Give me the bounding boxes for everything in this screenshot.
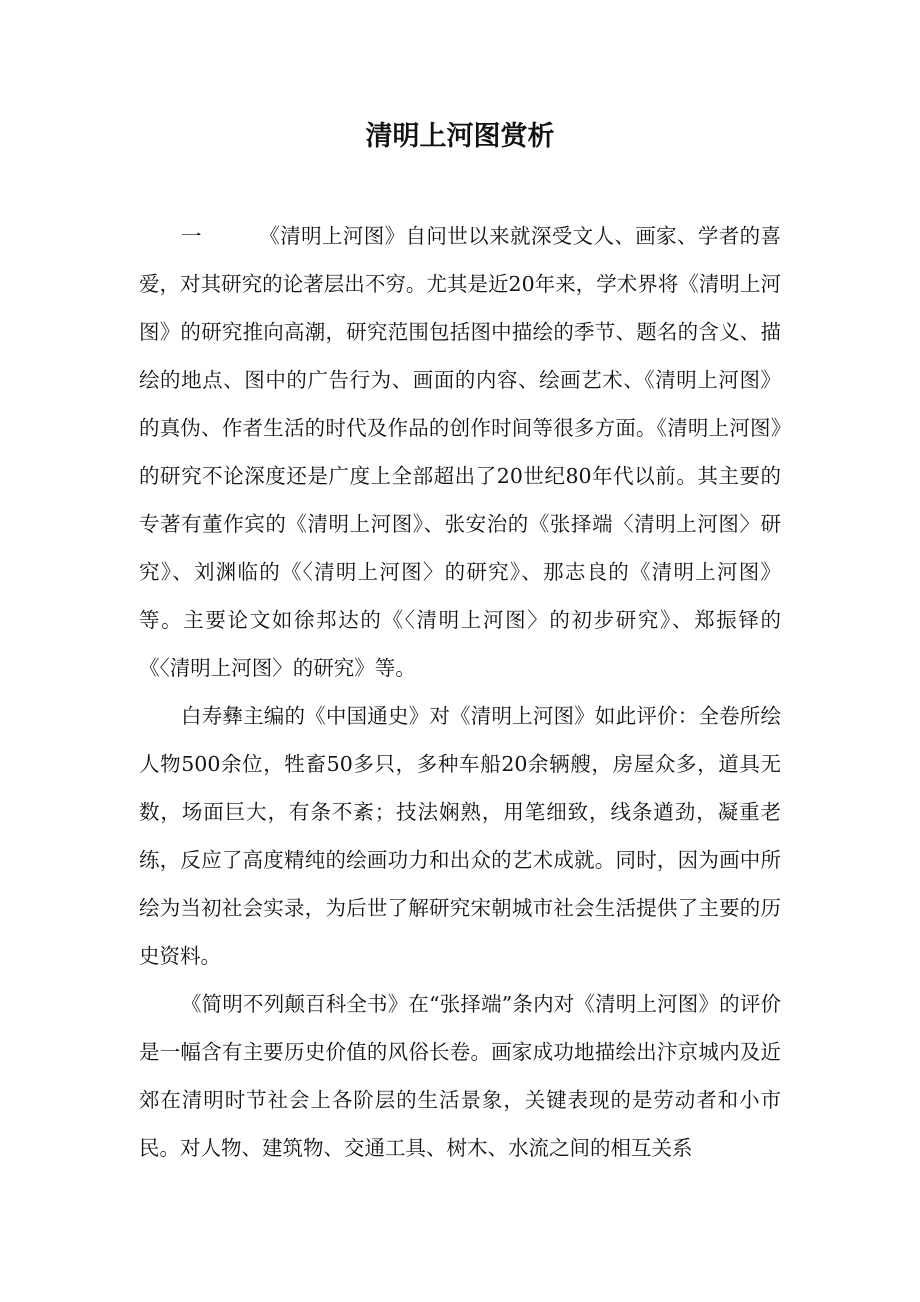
section-mark: 一 (181, 224, 202, 248)
document-title: 清明上河图赏析 (365, 121, 555, 152)
paragraph-3: 《简明不列颠百科全书》在“张择端”条内对《清明上河图》的评价是一幅含有主要历史价值的风俗长卷。画家成功地描绘出汴京城内及近郊在清明时节社会上各阶层的生活景象，关键表现的是劳动者和小市民。对人物、建筑物、交通工具、树木、水流之间的相互关系 (139, 992, 781, 1160)
paragraph-1 (139, 212, 781, 692)
paragraph-1-text: 《清明上河图》自问世以来就深受文人、画家、学者的喜爱，对其研究的论著层出不穷。尤其是近20年来，学术界将《清明上河图》的研究推向高潮，研究范围包括图中描绘的季节、题名的含义、描绘的地点、图中的广告行为、画面的内容、绘画艺术、《清明上河图》的真伪、作者生活的时代及作品的创作时间等很多方面。《清明上河图》的研究不论深度还是广度上全部超出了20世纪80年代以前。其主要的专著有董作宾的《清明上河图》、张安治的《张择端〈清明上河图〉研究》、刘渊临的《〈清明上河图〉的研究》、那志良的《清明上河图》等。主要论文如徐邦达的《〈清明上河图〉的初步研究》、郑振铎的《〈清明上河图〉的研究》等。 (139, 224, 781, 680)
document-body (139, 212, 781, 1172)
paragraph-2: 白寿彝主编的《中国通史》对《清明上河图》如此评价：全卷所绘人物500余位，牲畜50多只，多种车船20余辆艘，房屋众多，道具无数，场面巨大，有条不紊；技法娴熟，用笔细致，线条遒劲，凝重老练，反应了高度精纯的绘画功力和出众的艺术成就。同时，因为画中所绘为当初社会实录，为后世了解研究宋朝城市社会生活提供了主要的历史资料。 (139, 704, 781, 968)
